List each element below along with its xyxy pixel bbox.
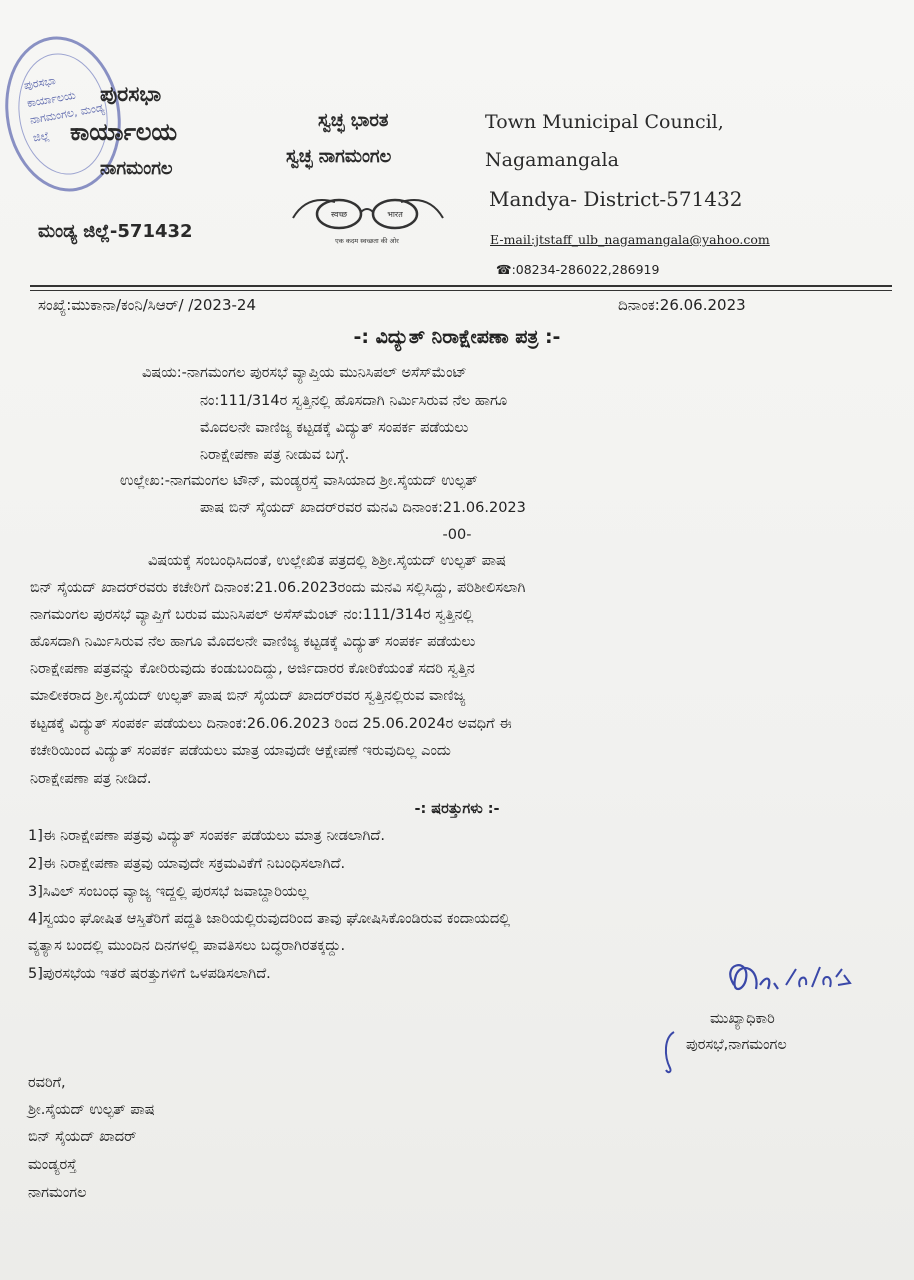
reference-number: ಸಂಖ್ಯೆ:ಮುಕಾನಾ/ಕಂನಿ/ಸಿಆರ್/ /2023-24 [38, 296, 257, 314]
letter-title: -: ವಿದ್ಯುತ್ ನಿರಾಕ್ಷೇಪಣಾ ಪತ್ರ :- [353, 326, 561, 348]
condition-4-continued: ವ್ಯತ್ಯಾಸ ಬಂದಲ್ಲಿ ಮುಂದಿನ ದಿನಗಳಲ್ಲಿ ಪಾವತಿಸಲು ಬದ್ಧರಾಗಿರತಕ್ಕದ್ದು. [28, 938, 346, 954]
en-line2: Nagamangala [485, 149, 619, 171]
recipient-line-2: ಶ್ರೀ.ಸೈಯದ್ ಉಲ್ಫತ್ ಪಾಷ [28, 1102, 155, 1118]
condition-3: 3]ಸಿವಿಲ್ ಸಂಬಂಧ ವ್ಯಾಜ್ಯ ಇದ್ದಲ್ಲಿ ಪುರಸಭೆ ಜವಾಬ್ದಾರಿಯಲ್ಲ [28, 884, 309, 900]
subject-line-3: ಮೊದಲನೇ ವಾಣಿಜ್ಯ ಕಟ್ಟಡಕ್ಕೆ ವಿದ್ಯುತ್ ಸಂಪರ್ಕ ಪಡೆಯಲು [200, 420, 469, 436]
condition-2: 2]ಈ ನಿರಾಕ್ಷೇಪಣಾ ಪತ್ರವು ಯಾವುದೇ ಸಕ್ರಮವಿಕೆಗೆ ನಿಬಂಧಿಸಲಾಗಿದೆ. [28, 856, 346, 872]
body-line-9: ನಿರಾಕ್ಷೇಪಣಾ ಪತ್ರ ನೀಡಿದೆ. [30, 771, 152, 787]
logo-left-text: स्वच्छ [330, 210, 348, 219]
subject-line-1: ವಿಷಯ:-ನಾಗಮಂಗಲ ಪುರಸಭೆ ವ್ಯಾಪ್ತಿಯ ಮುನಿಸಿಪಲ್ ಅಸೆಸ್‌ಮೆಂಟ್ [142, 365, 467, 381]
officer-signature [716, 955, 866, 1015]
subject-line-4: ನಿರಾಕ್ಷೇಪಣಾ ಪತ್ರ ನೀಡುವ ಬಗ್ಗೆ. [200, 447, 350, 463]
condition-1: 1]ಈ ನಿರಾಕ್ಷೇಪಣಾ ಪತ್ರವು ವಿದ್ಯುತ್ ಸಂಪರ್ಕ ಪಡೆಯಲು ಮಾತ್ರ ನೀಡಲಾಗಿದೆ. [28, 828, 385, 844]
reference-line-1: ಉಲ್ಲೇಖ:-ನಾಗಮಂಗಲ ಟೌನ್, ಮಂಡ್ಯರಸ್ತೆ ವಾಸಿಯಾದ ಶ್ರೀ.ಸೈಯದ್ ಉಲ್ಫತ್ [120, 473, 478, 489]
body-line-5: ನಿರಾಕ್ಷೇಪಣಾ ಪತ್ರವನ್ನು ಕೋರಿರುವುದು ಕಂಡುಬಂದಿದ್ದು, ಅರ್ಜಿದಾರರ ಕೋರಿಕೆಯಂತೆ ಸದರಿ ಸ್ವತ್ತಿನ [30, 661, 475, 677]
header-rule-bottom [30, 290, 892, 291]
subject-line-2: ನಂ:111/314ರ ಸ್ವತ್ತಿನಲ್ಲಿ ಹೊಸದಾಗಿ ನಿರ್ಮಿಸಿರುವ ನೆಲ ಹಾಗೂ [200, 393, 508, 409]
phone-numbers: ☎:08234-286022,286919 [496, 262, 660, 277]
body-line-3: ನಾಗಮಂಗಲ ಪುರಸಭೆ ವ್ಯಾಪ್ತಿಗೆ ಬರುವ ಮುನಿಸಿಪಲ್ ಅಸೆಸ್‌ಮೆಂಟ್ ನಂ:111/314ರ ಸ್ವತ್ತಿನಲ್ಲಿ [30, 607, 474, 623]
reference-line-2: ಪಾಷ ಬಿನ್ ಸೈಯದ್ ಖಾದರ್‌ರವರ ಮನವಿ ದಿನಾಂಕ:21.06.2023 [200, 500, 526, 516]
email-address: E-mail:jtstaff_ulb_nagamangala@yahoo.com [490, 232, 770, 247]
en-line1: Town Municipal Council, [485, 111, 724, 133]
signatory-designation: ಮುಖ್ಯಾಧಿಕಾರಿ [710, 1011, 775, 1027]
body-line-6: ಮಾಲೀಕರಾದ ಶ್ರೀ.ಸೈಯದ್ ಉಲ್ಫತ್ ಪಾಷ ಬಿನ್ ಸೈಯದ್ ಖಾದರ್‌ರವರ ಸ್ವತ್ತಿನಲ್ಲಿರುವ ವಾಣಿಜ್ಯ [30, 688, 466, 704]
signature-flourish [660, 1028, 684, 1076]
header-rule-top [30, 285, 892, 287]
body-line-4: ಹೊಸದಾಗಿ ನಿರ್ಮಿಸಿರುವ ನೆಲ ಹಾಗೂ ಮೊದಲನೇ ವಾಣಿಜ್ಯ ಕಟ್ಟಡಕ್ಕೆ ವಿದ್ಯುತ್ ಸಂಪರ್ಕ ಪಡೆಯಲು [30, 634, 476, 650]
body-line-8: ಕಚೇರಿಯಿಂದ ವಿದ್ಯುತ್ ಸಂಪರ್ಕ ಪಡೆಯಲು ಮಾತ್ರ ಯಾವುದೇ ಆಕ್ಷೇಪಣೆ ಇರುವುದಿಲ್ಲ ಎಂದು [30, 743, 451, 759]
recipient-line-4: ಮಂಡ್ಯರಸ್ತೆ [28, 1157, 77, 1173]
recipient-line-1: ರವರಿಗೆ, [28, 1075, 66, 1091]
recipient-line-5: ನಾಗಮಂಗಲ [28, 1185, 87, 1201]
kn-office-line3: ನಾಗಮಂಗಲ [100, 158, 173, 179]
signatory-office: ಪುರಸಭೆ,ನಾಗಮಂಗಲ [686, 1037, 787, 1053]
recipient-line-3: ಬಿನ್ ಸೈಯದ್ ಖಾದರ್ [28, 1129, 137, 1145]
body-line-1: ವಿಷಯಕ್ಕೆ ಸಂಬಂಧಿಸಿದಂತೆ, ಉಲ್ಲೇಖಿತ ಪತ್ರದಲ್ಲಿ ಶಿಶ್ರೀ.ಸೈಯದ್ ಉಲ್ಫತ್ ಪಾಷ [148, 553, 506, 569]
condition-5: 5]ಪುರಸಭೆಯ ಇತರೆ ಷರತ್ತುಗಳಿಗೆ ಒಳಪಡಿಸಲಾಗಿದೆ. [28, 966, 271, 982]
kn-office-line1: ಪುರಸಭಾ [100, 82, 162, 106]
letter-date: ದಿನಾಂಕ:26.06.2023 [618, 296, 746, 314]
body-line-2: ಬಿನ್ ಸೈಯದ್ ಖಾದರ್‌ರವರು ಕಚೇರಿಗೆ ದಿನಾಂಕ:21.06.2023ರಂದು ಮನವಿ ಸಲ್ಲಿಸಿದ್ದು, ಪರಿಶೀಲಿಸಲಾಗಿ [30, 580, 526, 596]
separator: -00- [442, 527, 472, 543]
logo-right-text: भारत [387, 210, 403, 219]
condition-4: 4]ಸ್ವಯಂ ಘೋಷಿತ ಆಸ್ತಿತೆರಿಗೆ ಪದ್ದತಿ ಜಾರಿಯಲ್ಲಿರುವುದರಿಂದ ತಾವು ಘೋಷಿಸಿಕೊಂಡಿರುವ ಕಂದಾಯದಲ್ಲಿ [28, 911, 511, 927]
swachh-bharat-glasses-logo [287, 188, 449, 250]
conditions-heading: -: ಷರತ್ತುಗಳು :- [414, 801, 500, 817]
seal-text: ಪುರಸಭಾ ಕಾರ್ಯಾಲಯ ನಾಗಮಂಗಲ, ಮಂಡ್ಯ ಜಿಲ್ಲೆ [22, 73, 106, 145]
kn-swachh-line2: ಸ್ವಚ್ಛ ನಾಗಮಂಗಲ [286, 146, 392, 167]
kn-office-line2: ಕಾರ್ಯಾಲಯ [70, 118, 178, 146]
kn-district: ಮಂಡ್ಯ ಜಿಲ್ಲೆ-571432 [38, 221, 193, 242]
kn-swachh-line1: ಸ್ವಚ್ಛ ಭಾರತ [318, 110, 389, 131]
en-line3: Mandya- District-571432 [489, 187, 743, 211]
logo-tagline: एक कदम स्वच्छता की ओर [335, 237, 399, 245]
body-line-7: ಕಟ್ಟಡಕ್ಕೆ ವಿದ್ಯುತ್ ಸಂಪರ್ಕ ಪಡೆಯಲು ದಿನಾಂಕ:26.06.2023 ರಿಂದ 25.06.2024ರ ಅವಧಿಗೆ ಈ [30, 716, 512, 732]
